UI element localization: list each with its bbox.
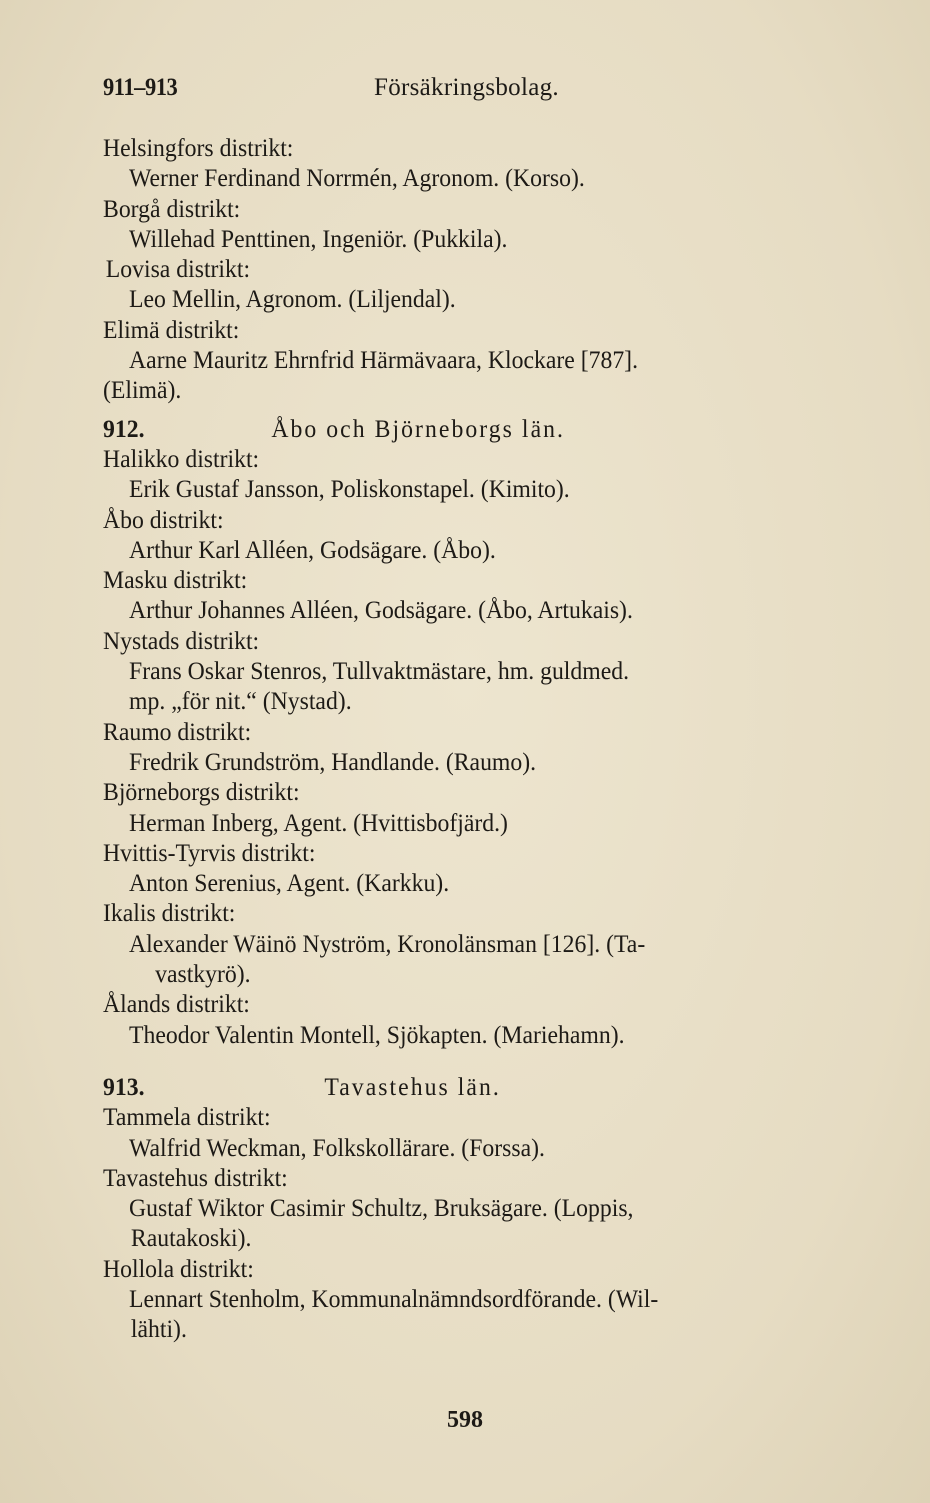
section-heading-912	[103, 414, 838, 444]
district-heading: Hollola distrikt:	[103, 1253, 254, 1283]
agent-entry: Leo Mellin, Agronom. (Liljendal).	[129, 284, 456, 314]
running-header	[103, 74, 870, 104]
district-heading: Elimä distrikt:	[103, 314, 240, 344]
agent-entry-continued: (Elimä).	[103, 375, 182, 405]
agent-entry: Arthur Karl Alléen, Godsägare. (Åbo).	[129, 534, 496, 564]
district-heading: Åbo distrikt:	[103, 504, 224, 534]
district-heading: Masku distrikt:	[103, 565, 248, 595]
agent-entry-continued: Rautakoski).	[130, 1223, 252, 1253]
agent-entry: Werner Ferdinand Norrmén, Agronom. (Korso).	[129, 163, 585, 193]
district-heading: Tammela distrikt:	[103, 1102, 271, 1132]
district-heading: Nystads distrikt:	[103, 625, 260, 655]
section-number: 913.	[103, 1071, 145, 1101]
district-heading: Helsingfors distrikt:	[103, 133, 294, 162]
agent-entry-continued: mp. „för nit.“ (Nystad).	[129, 686, 352, 716]
section-name: Åbo och Björneborgs län.	[271, 413, 566, 443]
agent-entry: Lennart Stenholm, Kommunalnämndsordförande. (Wil-	[129, 1283, 659, 1313]
page-body	[103, 133, 893, 1345]
agent-entry: Anton Serenius, Agent. (Karkku).	[129, 868, 450, 898]
district-heading: Borgå distrikt:	[103, 193, 241, 223]
district-heading: Lovisa distrikt:	[105, 254, 251, 284]
district-heading: Björneborgs distrikt:	[103, 777, 300, 807]
district-heading: Ikalis distrikt:	[103, 898, 236, 928]
agent-entry: Alexander Wäinö Nyström, Kronolänsman [126]. (Ta-	[129, 928, 646, 958]
page-number: 598	[447, 1407, 483, 1433]
agent-entry-continued: lähti).	[130, 1314, 187, 1344]
header-section-range: 911–913	[103, 74, 178, 101]
agent-entry: Frans Oskar Stenros, Tullvaktmästare, hm. guldmed.	[129, 656, 630, 686]
agent-entry: Aarne Mauritz Ehrnfrid Härmävaara, Klockare [787].	[129, 345, 639, 375]
header-title: Försäkringsbolag.	[374, 74, 559, 101]
district-heading: Hvittis-Tyrvis distrikt:	[103, 837, 316, 867]
agent-entry-continued: vastkyrö).	[155, 959, 251, 989]
section-name: Tavastehus län.	[324, 1071, 501, 1101]
district-heading: Raumo distrikt:	[103, 716, 252, 746]
section-heading-913	[103, 1072, 838, 1102]
agent-entry: Gustaf Wiktor Casimir Schultz, Bruksägare. (Loppis,	[129, 1193, 634, 1223]
district-heading: Tavastehus distrikt:	[103, 1162, 288, 1192]
agent-entry: Theodor Valentin Montell, Sjökapten. (Mariehamn).	[129, 1019, 625, 1049]
agent-entry: Herman Inberg, Agent. (Hvittisbofjärd.)	[129, 807, 508, 837]
agent-entry: Willehad Penttinen, Ingeniör. (Pukkila).	[129, 223, 508, 253]
agent-entry: Erik Gustaf Jansson, Poliskonstapel. (Kimito).	[129, 474, 570, 504]
agent-entry: Walfrid Weckman, Folkskollärare. (Forssa).	[129, 1132, 545, 1162]
district-heading: Halikko distrikt:	[103, 443, 260, 473]
agent-entry: Arthur Johannes Alléen, Godsägare. (Åbo, Artukais).	[129, 595, 633, 625]
district-heading: Ålands distrikt:	[103, 989, 250, 1019]
agent-entry: Fredrik Grundström, Handlande. (Raumo).	[129, 746, 537, 776]
section-number: 912.	[103, 413, 145, 443]
